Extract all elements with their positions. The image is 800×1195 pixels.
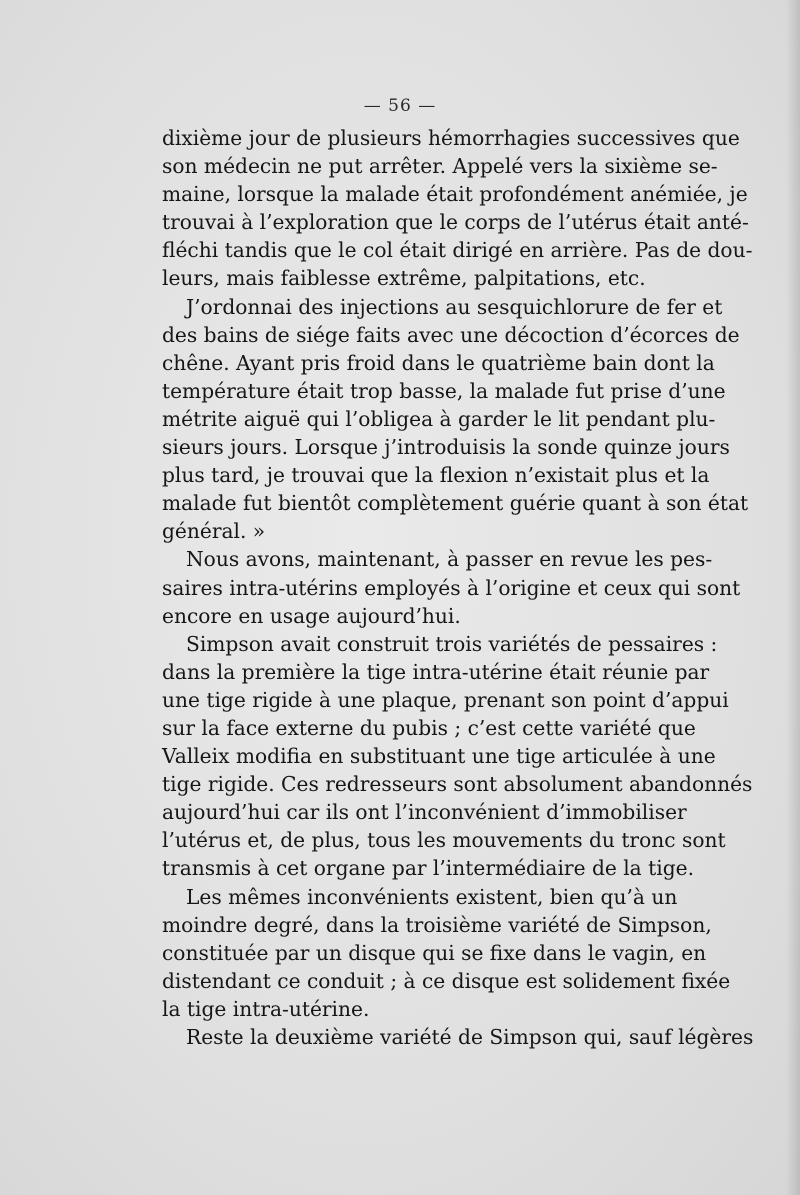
text-line: Valleix modifia en substituant une tige articulée à une bbox=[162, 744, 716, 769]
text-line: la tige intra-utérine. bbox=[162, 996, 370, 1021]
paragraph-start: J’ordonnai des injections au sesquichlorure de fer et bbox=[186, 294, 723, 319]
text-line: leurs, mais faiblesse extrême, palpitations, etc. bbox=[162, 266, 646, 291]
text-line: température était trop basse, la malade fut prise d’une bbox=[162, 378, 726, 403]
text-line: malade fut bientôt complètement guérie quant à son état bbox=[162, 491, 749, 516]
text-line: saires intra-utérins employés à l’origine et ceux qui sont bbox=[162, 575, 741, 600]
text-line: des bains de siége faits avec une décoction d’écorces de bbox=[162, 322, 740, 347]
text-line: l’utérus et, de plus, tous les mouvements du tronc sont bbox=[162, 828, 726, 853]
text-line: tige rigide. Ces redresseurs sont absolument abandonnés bbox=[162, 772, 753, 797]
paragraph-start: Reste la deuxième variété de Simpson qui, sauf légères bbox=[186, 1025, 754, 1049]
paragraph-start: Simpson avait construit trois variétés de pessaires : bbox=[186, 631, 718, 656]
text-line: constituée par un disque qui se fixe dans le vagin, en bbox=[162, 940, 707, 965]
page-number: — 56 — bbox=[363, 96, 437, 116]
body-text bbox=[162, 124, 754, 1051]
paragraph-start: Les mêmes inconvénients existent, bien qu’à un bbox=[186, 884, 678, 909]
paragraph-start: Nous avons, maintenant, à passer en revue les pes- bbox=[186, 547, 713, 572]
text-line: une tige rigide à une plaque, prenant son point d’appui bbox=[162, 687, 729, 712]
text-line: son médecin ne put arrêter. Appelé vers la sixième se- bbox=[162, 154, 718, 179]
page-edge-shadow bbox=[786, 0, 800, 1195]
text-line: sieurs jours. Lorsque j’introduisis la sonde quinze jours bbox=[162, 435, 730, 460]
text-line: encore en usage aujourd’hui. bbox=[162, 603, 461, 628]
text-line: trouvai à l’exploration que le corps de l’utérus était anté- bbox=[162, 210, 749, 235]
text-line: chêne. Ayant pris froid dans le quatrième bain dont la bbox=[162, 350, 715, 375]
text-line: aujourd’hui car ils ont l’inconvénient d’immobiliser bbox=[162, 800, 687, 825]
text-line: plus tard, je trouvai que la flexion n’existait plus et la bbox=[162, 463, 710, 488]
text-line: maine, lorsque la malade était profondément anémiée, je bbox=[162, 182, 748, 207]
text-line: métrite aiguë qui l’obligea à garder le lit pendant plu- bbox=[162, 406, 716, 431]
text-line: sur la face externe du pubis ; c’est cette variété que bbox=[162, 715, 696, 740]
text-line: général. » bbox=[162, 519, 266, 544]
text-line: transmis à cet organe par l’intermédiaire de la tige. bbox=[162, 856, 694, 881]
text-line: dans la première la tige intra-utérine était réunie par bbox=[162, 659, 710, 684]
text-line: distendant ce conduit ; à ce disque est solidement fixée bbox=[162, 968, 731, 993]
text-line: fléchi tandis que le col était dirigé en arrière. Pas de dou- bbox=[162, 238, 753, 263]
text-line: dixième jour de plusieurs hémorrhagies successives que bbox=[162, 126, 740, 150]
text-line: moindre degré, dans la troisième variété de Simpson, bbox=[162, 912, 712, 937]
